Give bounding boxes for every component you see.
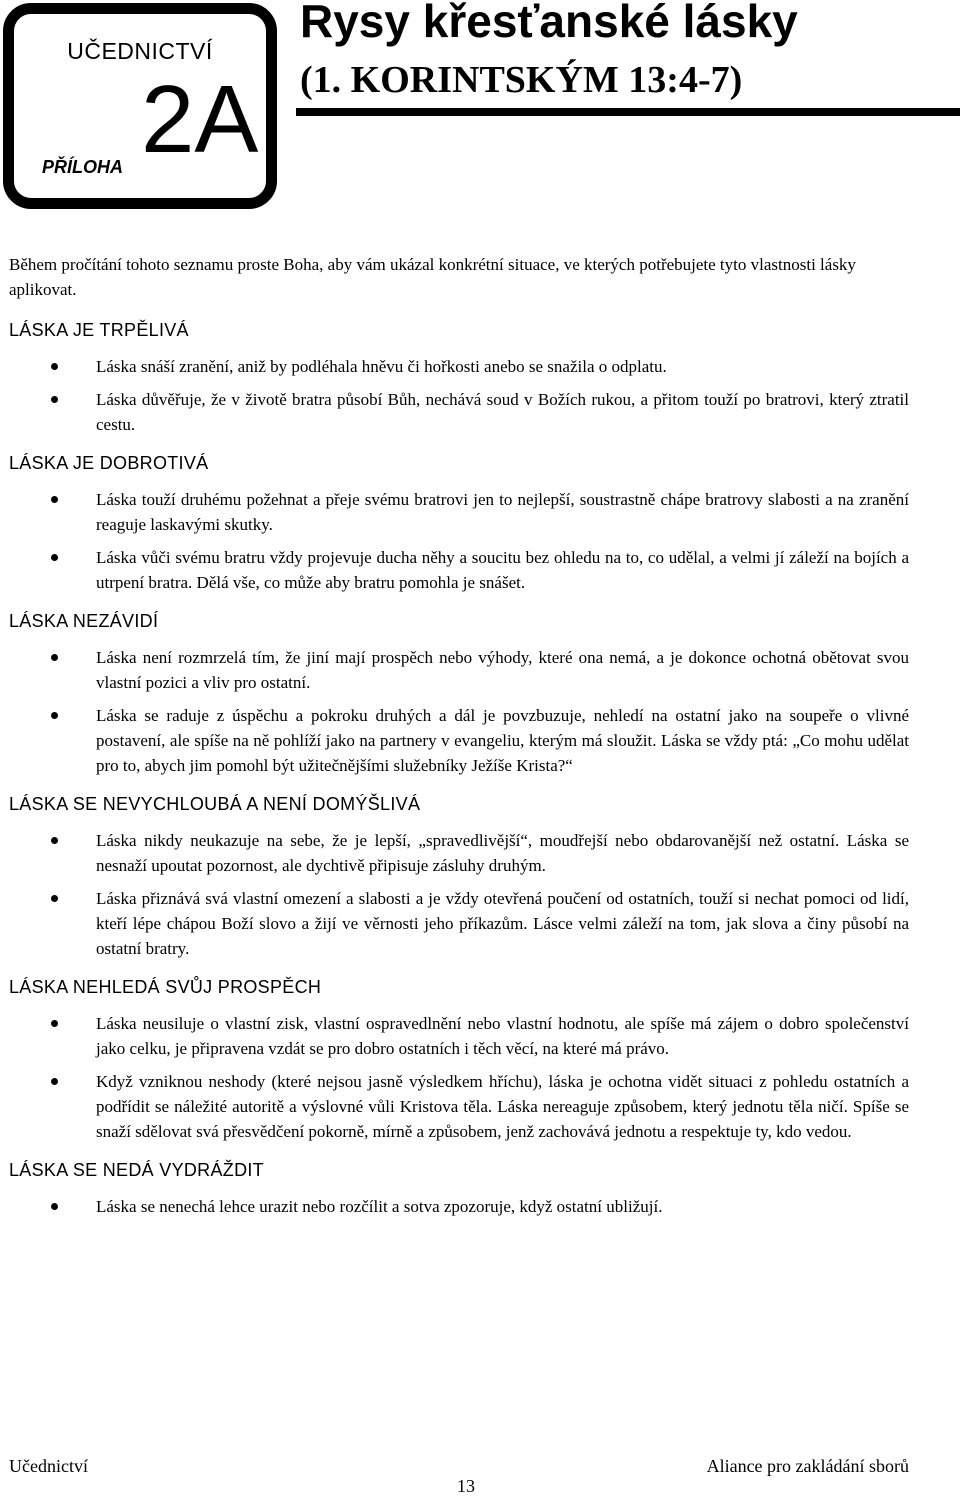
section-list [9, 318, 909, 1219]
bullet-list [9, 645, 909, 778]
list-item-text: Láska vůči svému bratru vždy projevuje ducha něhy a soucitu bez ohledu na to, co udělal, a velmi jí záleží na bojích a utrpení bratra. Dělá vše, co může aby bratru pomohla je snášet. [96, 548, 909, 592]
section-heading: LÁSKA NEHLEDÁ SVŮJ PROSPĚCH [9, 977, 322, 997]
list-item [9, 703, 909, 778]
section-heading: LÁSKA SE NEDÁ VYDRÁŽDIT [9, 1160, 264, 1180]
bullet-list [9, 487, 909, 595]
bullet-icon [51, 396, 58, 403]
list-item-text: Láska snáší zranění, aniž by podléhala hněvu či hořkosti anebo se snažila o odplatu. [96, 357, 667, 376]
section-heading: LÁSKA SE NEVYCHLOUBÁ A NENÍ DOMÝŠLIVÁ [9, 794, 421, 814]
footer-right: Aliance pro zakládání sborů [706, 1456, 909, 1476]
list-item-text: Láska nikdy neukazuje na sebe, že je lepší, „spravedlivější“, moudřejší nebo obdarovanější než ostatní. Láska se nesnaží upoutat pozornost, ale dychtivě připisuje zásluhy druhým. [96, 831, 909, 875]
section-heading: LÁSKA JE TRPĚLIVÁ [9, 320, 189, 340]
list-item [9, 886, 909, 961]
bullet-icon [51, 654, 58, 661]
bullet-icon [51, 1078, 58, 1085]
list-item [9, 1194, 909, 1219]
badge-label: PŘÍLOHA [42, 157, 123, 177]
appendix-badge [3, 3, 277, 209]
list-item-text: Když vzniknou neshody (které nejsou jasně výsledkem hříchu), láska je ochotna vidět situaci z pohledu ostatních a podřídit se náležité autoritě a výslovné vůli Kristova těla. Láska nereaguje způsobem, který jednotu těla ničí. Spíše se snaží sdělovat svá přesvědčení pokorně, mírně a způsobem, jenž zachovává jednotu a respektuje ty, kdo vedou. [96, 1072, 909, 1141]
page-number: 13 [457, 1476, 475, 1496]
bullet-icon [51, 1203, 58, 1210]
bullet-icon [51, 712, 58, 719]
list-item [9, 828, 909, 878]
list-item [9, 387, 909, 437]
list-item-text: Láska není rozmrzelá tím, že jiní mají prospěch nebo výhody, které ona nemá, a je dokonce ochotná obětovat svou vlastní pozici a vliv pro ostatní. [96, 648, 909, 692]
list-item [9, 545, 909, 595]
bullet-icon [51, 554, 58, 561]
list-item [9, 354, 909, 379]
list-item [9, 645, 909, 695]
list-item-text: Láska neusiluje o vlastní zisk, vlastní ospravedlnění nebo vlastní hodnotu, ale spíše má zájem o dobro společenství jako celku, je připravena vzdát se pro dobro ostatních i těch věcí, na které má právo. [96, 1014, 909, 1058]
section-heading: LÁSKA NEZÁVIDÍ [9, 611, 159, 631]
section-heading: LÁSKA JE DOBROTIVÁ [9, 453, 209, 473]
list-item-text: Láska přiznává svá vlastní omezení a slabosti a je vždy otevřená poučení od ostatních, touží si nechat pomoci od lidí, kteří lépe chápou Boží slovo a žijí ve věrnosti jeho příkazům. Lásce velmi záleží na tom, jak slova a činy působí na ostatní bratry. [96, 889, 909, 958]
bullet-icon [51, 363, 58, 370]
list-item-text: Láska důvěřuje, že v životě bratra působí Bůh, nechává soud v Božích rukou, a přitom touží po bratrovi, který ztratil cestu. [96, 390, 909, 434]
list-item-text: Láska se nenechá lehce urazit nebo rozčílit a sotva zpozoruje, když ostatní ubližují. [96, 1197, 663, 1216]
page-subtitle: (1. KORINTSKÝM 13:4-7) [300, 59, 743, 101]
bullet-icon [51, 837, 58, 844]
page-title: Rysy křesťanské lásky [300, 0, 798, 47]
bullet-icon [51, 496, 58, 503]
list-item [9, 487, 909, 537]
list-item [9, 1011, 909, 1061]
badge-number: 2A [141, 66, 259, 173]
bullet-list [9, 354, 909, 437]
bullet-list [9, 828, 909, 961]
intro-paragraph: Během pročítání tohoto seznamu proste Boha, aby vám ukázal konkrétní situace, ve kterých potřebujete tyto vlastnosti lásky aplikovat. [9, 255, 856, 299]
footer-left: Učednictví [9, 1456, 88, 1476]
bullet-list [9, 1011, 909, 1144]
bullet-icon [51, 895, 58, 902]
list-item [9, 1069, 909, 1144]
list-item-text: Láska se raduje z úspěchu a pokroku druhých a dál je povzbuzuje, nehledí na ostatní jako na soupeře o vlivné postavení, ale spíše na ně pohlíží jako na partnery v evangeliu, kterým má sloužit. Láska se vždy ptá: „Co mohu udělat pro to, abych jim pomohl být užitečnějšími služebníky Ježíše Krista?“ [96, 706, 909, 775]
bullet-list [9, 1194, 909, 1219]
badge-title: UČEDNICTVÍ [67, 38, 213, 64]
list-item-text: Láska touží druhému požehnat a přeje svému bratrovi jen to nejlepší, soustrastně chápe bratrovy slabosti a na zranění reaguje laskavými skutky. [96, 490, 909, 534]
bullet-icon [51, 1020, 58, 1027]
document-body [9, 252, 909, 1233]
title-rule [296, 108, 960, 116]
